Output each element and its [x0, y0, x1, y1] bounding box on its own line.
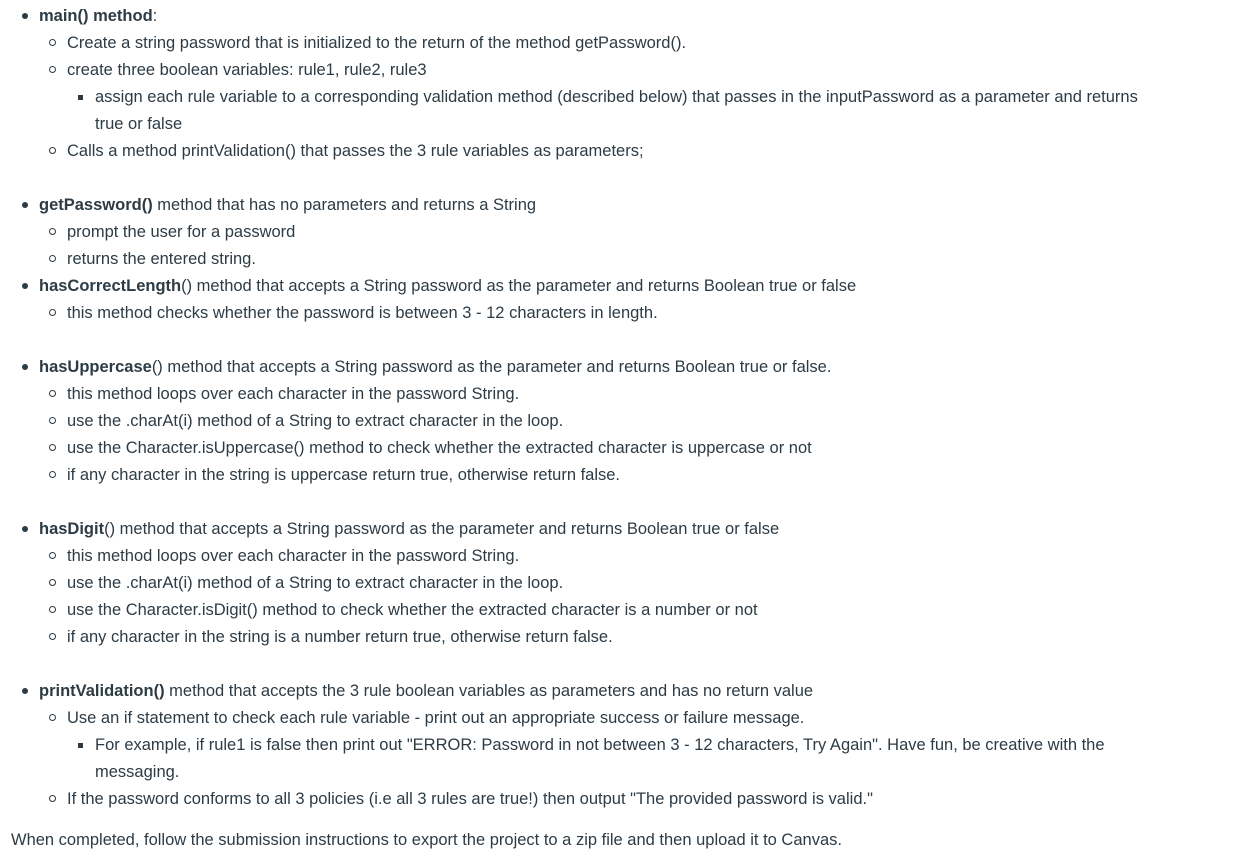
list-item-text: messaging.: [95, 763, 180, 781]
bullet: [78, 95, 83, 100]
bullet: [49, 633, 56, 640]
bullet: [49, 795, 56, 802]
method-name: getPassword(): [39, 196, 153, 214]
method-name: hasDigit: [39, 520, 105, 538]
list-item-text: use the Character.isUppercase() method to check whether the extracted character is uppercase or not: [67, 439, 812, 457]
bullet: [49, 66, 56, 73]
list-item-text: use the .charAt(i) method of a String to extract character in the loop.: [67, 574, 564, 592]
bullet: [49, 579, 56, 586]
list-item-text: true or false: [95, 115, 183, 133]
list-item-text: prompt the user for a password: [67, 223, 296, 241]
list-item-text: If the password conforms to all 3 policies (i.e all 3 rules are true!) then output "The provided password is valid.": [67, 790, 873, 808]
list-item-text: Use an if statement to check each rule variable - print out an appropriate success or failure message.: [67, 709, 805, 727]
list-item-text: this method loops over each character in the password String.: [67, 385, 520, 403]
method-name: main() method: [39, 7, 153, 25]
bullet: [49, 228, 56, 235]
bullet: [49, 471, 56, 478]
method-description: () method that accepts a String password as the parameter and returns Boolean true or false.: [151, 358, 832, 376]
bullet: [22, 202, 28, 208]
list-item-text: this method loops over each character in the password String.: [67, 547, 520, 565]
bullet: [49, 606, 56, 613]
closing-text: When completed, follow the submission instructions to export the project to a zip file and then upload it to Canvas.: [11, 831, 842, 849]
list-item-text: if any character in the string is uppercase return true, otherwise return false.: [67, 466, 621, 484]
method-name: hasCorrectLength: [39, 277, 182, 295]
bullet: [49, 552, 56, 559]
method-name: hasUppercase: [39, 358, 152, 376]
method-description: () method that accepts a String password as the parameter and returns Boolean true or false: [181, 277, 857, 295]
method-description: method that accepts the 3 rule boolean variables as parameters and has no return value: [164, 682, 814, 700]
list-item-text: use the .charAt(i) method of a String to extract character in the loop.: [67, 412, 564, 430]
bullet: [49, 39, 56, 46]
list-item-text: if any character in the string is a number return true, otherwise return false.: [67, 628, 613, 646]
list-item-text: returns the entered string.: [67, 250, 256, 268]
bullet: [22, 364, 28, 370]
list-item-text: assign each rule variable to a corresponding validation method (described below) that passes in the inputPassword as a parameter and returns: [95, 88, 1138, 106]
bullet: [49, 147, 56, 154]
bullet: [49, 255, 56, 262]
bullet: [49, 309, 56, 316]
list-item-text: this method checks whether the password is between 3 - 12 characters in length.: [67, 304, 658, 322]
bullet: [49, 417, 56, 424]
bullet: [22, 688, 28, 694]
method-description: method that has no parameters and returns a String: [152, 196, 537, 214]
list-item-text: use the Character.isDigit() method to check whether the extracted character is a number or not: [67, 601, 758, 619]
bullet: [22, 283, 28, 289]
method-description: () method that accepts a String password as the parameter and returns Boolean true or false: [104, 520, 780, 538]
list-item-text: Create a string password that is initialized to the return of the method getPassword().: [67, 34, 687, 52]
list-item-text: For example, if rule1 is false then print out "ERROR: Password in not between 3 - 12 characters, Try Again". Have fun, be creative with the: [95, 736, 1105, 754]
list-item-text: create three boolean variables: rule1, rule2, rule3: [67, 61, 427, 79]
bullet: [49, 714, 56, 721]
method-name: printValidation(): [39, 682, 165, 700]
bullet: [49, 390, 56, 397]
bullet: [22, 526, 28, 532]
method-description: :: [152, 7, 158, 25]
bullet: [49, 444, 56, 451]
bullet: [22, 13, 28, 19]
bullet: [78, 743, 83, 748]
list-item-text: Calls a method printValidation() that passes the 3 rule variables as parameters;: [67, 142, 644, 160]
